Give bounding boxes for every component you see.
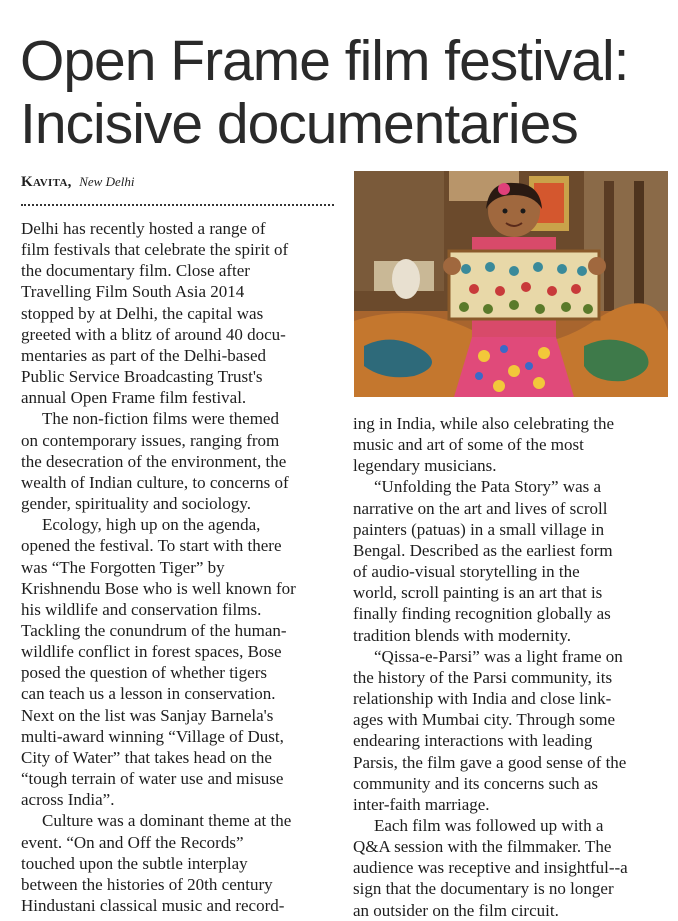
text-line: Tackling the conundrum of the human- bbox=[21, 620, 287, 640]
text-line: Krishnendu Bose who is well known for bbox=[21, 578, 296, 598]
text-line: mentaries as part of the Delhi-based bbox=[21, 345, 266, 365]
text-line: audience was receptive and insightful--a bbox=[353, 858, 628, 878]
text-line: wealth of Indian culture, to concerns of bbox=[21, 472, 289, 492]
text-line: event. “On and Off the Records” bbox=[21, 832, 244, 852]
paragraph bbox=[21, 218, 339, 408]
text-line: Each film was followed up with a bbox=[374, 815, 604, 835]
paragraph bbox=[353, 476, 671, 645]
text-line: across India”. bbox=[21, 790, 115, 810]
text-line: Ecology, high up on the agenda, bbox=[42, 515, 261, 535]
text-line: Parsis, the film gave a good sense of the bbox=[353, 752, 627, 772]
paragraph bbox=[21, 514, 339, 810]
text-line: world, scroll painting is an art that is bbox=[353, 583, 603, 603]
text-line: gender, spirituality and sociology. bbox=[21, 494, 252, 514]
text-line: the desecration of the environment, the bbox=[21, 451, 287, 471]
text-line: Bengal. Described as the earliest form bbox=[353, 540, 613, 560]
text-line: “tough terrain of water use and misuse bbox=[21, 769, 284, 789]
byline bbox=[21, 174, 134, 191]
byline-author: Kavita, bbox=[21, 174, 72, 190]
text-line: sign that the documentary is no longer bbox=[353, 879, 614, 899]
text-line: Travelling Film South Asia 2014 bbox=[21, 282, 245, 302]
text-line: annual Open Frame film festival. bbox=[21, 388, 247, 408]
text-line: painters (patuas) in a small village in bbox=[353, 519, 605, 539]
paragraph bbox=[353, 413, 671, 476]
text-line: tradition blends with modernity. bbox=[353, 625, 571, 645]
text-line: on contemporary issues, ranging from bbox=[21, 430, 280, 450]
paragraph bbox=[21, 408, 339, 514]
headline-line: Open Frame film festival: bbox=[20, 29, 629, 93]
dotted-divider bbox=[21, 204, 334, 206]
article-photo bbox=[354, 171, 668, 397]
text-line: The non-fiction films were themed bbox=[42, 409, 279, 429]
headline bbox=[20, 30, 670, 156]
text-line: City of Water” that takes head on the bbox=[21, 747, 272, 767]
text-line: Hindustani classical music and record- bbox=[21, 896, 285, 915]
text-line: “Unfolding the Pata Story” was a bbox=[374, 477, 602, 497]
byline-location: New Delhi bbox=[79, 174, 135, 189]
text-line: opened the festival. To start with there bbox=[21, 536, 282, 556]
article-column-2 bbox=[353, 413, 671, 921]
text-line: the history of the Parsi community, its bbox=[353, 667, 613, 687]
text-line: Public Service Broadcasting Trust's bbox=[21, 367, 263, 387]
text-line: multi-award winning “Village of Dust, bbox=[21, 726, 284, 746]
text-line: inter-faith marriage. bbox=[353, 794, 490, 814]
article-column-1 bbox=[21, 218, 339, 916]
headline-line: Incisive documentaries bbox=[20, 92, 578, 156]
text-line: greeted with a blitz of around 40 docu- bbox=[21, 324, 286, 344]
text-line: posed the question of whether tigers bbox=[21, 663, 267, 683]
text-line: Delhi has recently hosted a range of bbox=[21, 219, 266, 238]
paragraph bbox=[353, 646, 671, 815]
text-line: his wildlife and conservation films. bbox=[21, 599, 262, 619]
text-line: of audio-visual storytelling in the bbox=[353, 562, 580, 582]
text-line: ages with Mumbai city. Through some bbox=[353, 710, 616, 730]
text-line: the documentary film. Close after bbox=[21, 261, 250, 281]
text-line: film festivals that celebrate the spirit of bbox=[21, 240, 289, 260]
text-line: Q&A session with the filmmaker. The bbox=[353, 837, 612, 857]
text-line: Next on the list was Sanjay Barnela's bbox=[21, 705, 274, 725]
text-line: legendary musicians. bbox=[353, 456, 497, 476]
text-line: relationship with India and close link- bbox=[353, 689, 612, 709]
text-line: an outsider on the film circuit. bbox=[353, 900, 559, 920]
text-line: ing in India, while also celebrating the bbox=[353, 414, 615, 433]
text-line: finally finding recognition globally as bbox=[353, 604, 611, 624]
photo-girl-with-scroll-painting bbox=[354, 171, 668, 397]
text-line: community and its concerns such as bbox=[353, 773, 599, 793]
text-line: touched upon the subtle interplay bbox=[21, 853, 248, 873]
text-line: stopped by at Delhi, the capital was bbox=[21, 303, 264, 323]
text-line: Culture was a dominant theme at the bbox=[42, 811, 292, 831]
text-line: can teach us a lesson in conservation. bbox=[21, 684, 276, 704]
paragraph bbox=[21, 810, 339, 916]
text-line: wildlife conflict in forest spaces, Bose bbox=[21, 642, 282, 662]
text-line: “Qissa-e-Parsi” was a light frame on bbox=[374, 646, 623, 666]
text-line: between the histories of 20th century bbox=[21, 874, 273, 894]
text-line: was “The Forgotten Tiger” by bbox=[21, 557, 225, 577]
text-line: endearing interactions with leading bbox=[353, 731, 593, 751]
paragraph bbox=[353, 815, 671, 921]
text-line: narrative on the art and lives of scroll bbox=[353, 498, 608, 518]
text-line: music and art of some of the most bbox=[353, 435, 584, 455]
